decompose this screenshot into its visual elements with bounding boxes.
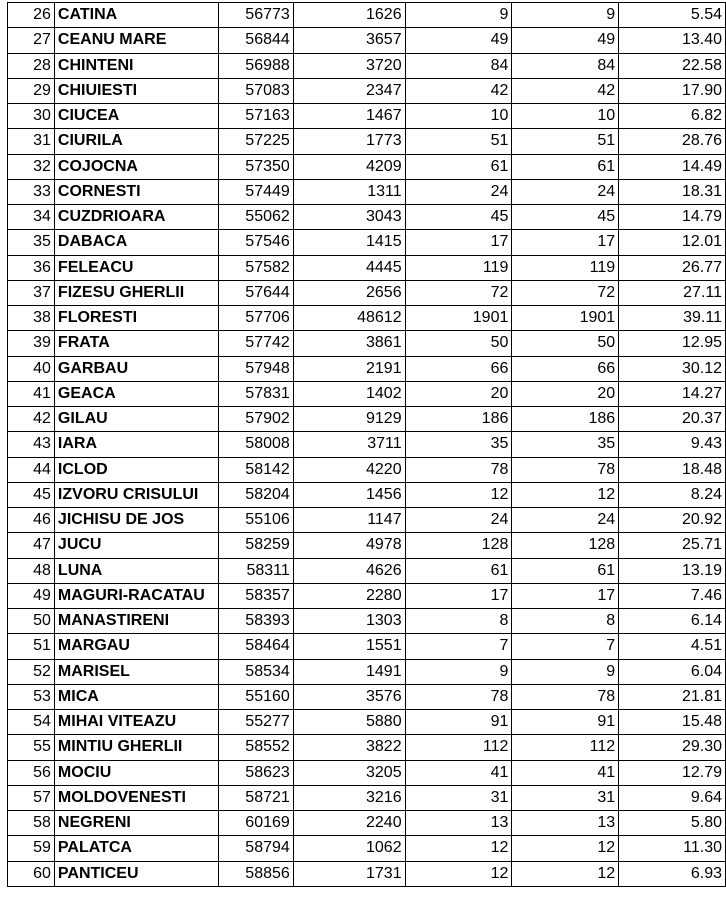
row-number-cell: 38 [8, 306, 55, 331]
cases-total-cell: 7 [512, 634, 619, 659]
population-cell: 48612 [293, 306, 405, 331]
table-row [8, 306, 726, 331]
table-row [8, 457, 726, 482]
cases-cell: 17 [405, 583, 512, 608]
locality-name-cell: FIZESU GHERLII [54, 280, 218, 305]
population-cell: 1731 [293, 861, 405, 886]
siruta-code-cell: 55062 [218, 205, 293, 230]
population-cell: 1773 [293, 129, 405, 154]
table-row [8, 482, 726, 507]
cases-total-cell: 51 [512, 129, 619, 154]
locality-name-cell: PALATCA [54, 836, 218, 861]
locality-name-cell: CUZDRIOARA [54, 205, 218, 230]
population-cell: 2280 [293, 583, 405, 608]
locality-name-cell: IARA [54, 432, 218, 457]
cases-total-cell: 78 [512, 684, 619, 709]
row-number-cell: 47 [8, 533, 55, 558]
locality-name-cell: LUNA [54, 558, 218, 583]
population-cell: 1467 [293, 104, 405, 129]
siruta-code-cell: 56773 [218, 3, 293, 28]
population-cell: 4209 [293, 154, 405, 179]
cases-cell: 9 [405, 3, 512, 28]
row-number-cell: 35 [8, 230, 55, 255]
cases-cell: 20 [405, 381, 512, 406]
cases-total-cell: 66 [512, 356, 619, 381]
cases-cell: 13 [405, 811, 512, 836]
cases-cell: 1901 [405, 306, 512, 331]
cases-total-cell: 112 [512, 735, 619, 760]
cases-cell: 78 [405, 684, 512, 709]
table-row [8, 179, 726, 204]
cases-cell: 78 [405, 457, 512, 482]
table-row [8, 558, 726, 583]
rate-cell: 6.14 [619, 609, 726, 634]
cases-cell: 17 [405, 230, 512, 255]
locality-name-cell: GILAU [54, 407, 218, 432]
population-cell: 2347 [293, 78, 405, 103]
cases-cell: 50 [405, 331, 512, 356]
cases-total-cell: 12 [512, 861, 619, 886]
rate-cell: 14.27 [619, 381, 726, 406]
population-cell: 1456 [293, 482, 405, 507]
cases-cell: 41 [405, 760, 512, 785]
cases-total-cell: 41 [512, 760, 619, 785]
siruta-code-cell: 58721 [218, 785, 293, 810]
rate-cell: 6.93 [619, 861, 726, 886]
cases-cell: 61 [405, 154, 512, 179]
cases-cell: 42 [405, 78, 512, 103]
population-cell: 3720 [293, 53, 405, 78]
locality-name-cell: DABACA [54, 230, 218, 255]
row-number-cell: 58 [8, 811, 55, 836]
rate-cell: 4.51 [619, 634, 726, 659]
siruta-code-cell: 58464 [218, 634, 293, 659]
locality-name-cell: IZVORU CRISULUI [54, 482, 218, 507]
table-row [8, 785, 726, 810]
row-number-cell: 52 [8, 659, 55, 684]
cases-cell: 186 [405, 407, 512, 432]
row-number-cell: 46 [8, 508, 55, 533]
cases-cell: 12 [405, 836, 512, 861]
cases-total-cell: 119 [512, 255, 619, 280]
population-cell: 1062 [293, 836, 405, 861]
siruta-code-cell: 56988 [218, 53, 293, 78]
table-row [8, 407, 726, 432]
row-number-cell: 54 [8, 710, 55, 735]
locality-name-cell: MARGAU [54, 634, 218, 659]
siruta-code-cell: 58393 [218, 609, 293, 634]
locality-name-cell: MINTIU GHERLII [54, 735, 218, 760]
rate-cell: 20.37 [619, 407, 726, 432]
cases-total-cell: 72 [512, 280, 619, 305]
table-row [8, 205, 726, 230]
rate-cell: 6.04 [619, 659, 726, 684]
table-row [8, 760, 726, 785]
table-row [8, 381, 726, 406]
table-row [8, 28, 726, 53]
cases-cell: 91 [405, 710, 512, 735]
rate-cell: 9.43 [619, 432, 726, 457]
cases-cell: 61 [405, 558, 512, 583]
table-row [8, 3, 726, 28]
population-cell: 3822 [293, 735, 405, 760]
row-number-cell: 27 [8, 28, 55, 53]
rate-cell: 7.46 [619, 583, 726, 608]
cases-cell: 45 [405, 205, 512, 230]
row-number-cell: 50 [8, 609, 55, 634]
population-cell: 4626 [293, 558, 405, 583]
siruta-code-cell: 58794 [218, 836, 293, 861]
siruta-code-cell: 58142 [218, 457, 293, 482]
row-number-cell: 28 [8, 53, 55, 78]
rate-cell: 18.31 [619, 179, 726, 204]
row-number-cell: 41 [8, 381, 55, 406]
population-cell: 3657 [293, 28, 405, 53]
siruta-code-cell: 58008 [218, 432, 293, 457]
siruta-code-cell: 58204 [218, 482, 293, 507]
rate-cell: 6.82 [619, 104, 726, 129]
locality-name-cell: JUCU [54, 533, 218, 558]
row-number-cell: 49 [8, 583, 55, 608]
cases-cell: 24 [405, 179, 512, 204]
cases-total-cell: 128 [512, 533, 619, 558]
locality-name-cell: MIHAI VITEAZU [54, 710, 218, 735]
cases-total-cell: 17 [512, 230, 619, 255]
population-cell: 3216 [293, 785, 405, 810]
rate-cell: 15.48 [619, 710, 726, 735]
rate-cell: 29.30 [619, 735, 726, 760]
siruta-code-cell: 60169 [218, 811, 293, 836]
population-cell: 1147 [293, 508, 405, 533]
locality-name-cell: FRATA [54, 331, 218, 356]
table-row [8, 356, 726, 381]
table-row [8, 583, 726, 608]
locality-name-cell: CEANU MARE [54, 28, 218, 53]
cases-cell: 128 [405, 533, 512, 558]
siruta-code-cell: 57163 [218, 104, 293, 129]
cases-cell: 119 [405, 255, 512, 280]
locality-name-cell: MANASTIRENI [54, 609, 218, 634]
cases-total-cell: 8 [512, 609, 619, 634]
rate-cell: 12.95 [619, 331, 726, 356]
row-number-cell: 32 [8, 154, 55, 179]
cases-total-cell: 24 [512, 179, 619, 204]
cases-cell: 10 [405, 104, 512, 129]
locality-name-cell: FELEACU [54, 255, 218, 280]
siruta-code-cell: 58856 [218, 861, 293, 886]
locality-name-cell: PANTICEU [54, 861, 218, 886]
cases-total-cell: 13 [512, 811, 619, 836]
table-body [8, 3, 726, 887]
rate-cell: 17.90 [619, 78, 726, 103]
siruta-code-cell: 57582 [218, 255, 293, 280]
locality-name-cell: MAGURI-RACATAU [54, 583, 218, 608]
rate-cell: 12.01 [619, 230, 726, 255]
cases-cell: 8 [405, 609, 512, 634]
table-row [8, 53, 726, 78]
locality-name-cell: ICLOD [54, 457, 218, 482]
population-cell: 3043 [293, 205, 405, 230]
cases-total-cell: 49 [512, 28, 619, 53]
cases-total-cell: 91 [512, 710, 619, 735]
locality-name-cell: MICA [54, 684, 218, 709]
cases-total-cell: 61 [512, 154, 619, 179]
locality-name-cell: NEGRENI [54, 811, 218, 836]
population-cell: 1415 [293, 230, 405, 255]
population-cell: 4220 [293, 457, 405, 482]
table-row [8, 533, 726, 558]
population-cell: 1551 [293, 634, 405, 659]
row-number-cell: 48 [8, 558, 55, 583]
row-number-cell: 45 [8, 482, 55, 507]
siruta-code-cell: 58311 [218, 558, 293, 583]
cases-total-cell: 35 [512, 432, 619, 457]
population-cell: 3861 [293, 331, 405, 356]
row-number-cell: 29 [8, 78, 55, 103]
rate-cell: 9.64 [619, 785, 726, 810]
siruta-code-cell: 57546 [218, 230, 293, 255]
cases-total-cell: 42 [512, 78, 619, 103]
table-row [8, 432, 726, 457]
table-row [8, 154, 726, 179]
row-number-cell: 57 [8, 785, 55, 810]
siruta-code-cell: 57225 [218, 129, 293, 154]
cases-total-cell: 31 [512, 785, 619, 810]
cases-cell: 12 [405, 482, 512, 507]
rate-cell: 28.76 [619, 129, 726, 154]
cases-total-cell: 17 [512, 583, 619, 608]
siruta-code-cell: 58623 [218, 760, 293, 785]
table-row [8, 836, 726, 861]
row-number-cell: 53 [8, 684, 55, 709]
rate-cell: 39.11 [619, 306, 726, 331]
row-number-cell: 36 [8, 255, 55, 280]
siruta-code-cell: 57083 [218, 78, 293, 103]
rate-cell: 5.80 [619, 811, 726, 836]
cases-cell: 9 [405, 659, 512, 684]
cases-total-cell: 12 [512, 836, 619, 861]
table-row [8, 609, 726, 634]
table-row [8, 861, 726, 886]
rate-cell: 8.24 [619, 482, 726, 507]
table-row [8, 104, 726, 129]
cases-cell: 12 [405, 861, 512, 886]
rate-cell: 27.11 [619, 280, 726, 305]
cases-total-cell: 78 [512, 457, 619, 482]
rate-cell: 12.79 [619, 760, 726, 785]
locality-name-cell: CHIUIESTI [54, 78, 218, 103]
table-row [8, 659, 726, 684]
cases-cell: 66 [405, 356, 512, 381]
siruta-code-cell: 58534 [218, 659, 293, 684]
siruta-code-cell: 56844 [218, 28, 293, 53]
row-number-cell: 43 [8, 432, 55, 457]
cases-total-cell: 12 [512, 482, 619, 507]
population-cell: 1311 [293, 179, 405, 204]
cases-cell: 35 [405, 432, 512, 457]
population-cell: 3576 [293, 684, 405, 709]
table-row [8, 634, 726, 659]
population-cell: 1402 [293, 381, 405, 406]
rate-cell: 30.12 [619, 356, 726, 381]
siruta-code-cell: 58552 [218, 735, 293, 760]
row-number-cell: 33 [8, 179, 55, 204]
locality-name-cell: JICHISU DE JOS [54, 508, 218, 533]
rate-cell: 13.40 [619, 28, 726, 53]
population-cell: 3205 [293, 760, 405, 785]
locality-name-cell: MARISEL [54, 659, 218, 684]
locality-name-cell: FLORESTI [54, 306, 218, 331]
row-number-cell: 31 [8, 129, 55, 154]
rate-cell: 14.79 [619, 205, 726, 230]
population-cell: 2191 [293, 356, 405, 381]
rate-cell: 14.49 [619, 154, 726, 179]
rate-cell: 5.54 [619, 3, 726, 28]
row-number-cell: 37 [8, 280, 55, 305]
table-row [8, 230, 726, 255]
cases-cell: 72 [405, 280, 512, 305]
row-number-cell: 40 [8, 356, 55, 381]
table-row [8, 255, 726, 280]
table-row [8, 508, 726, 533]
siruta-code-cell: 58357 [218, 583, 293, 608]
cases-total-cell: 10 [512, 104, 619, 129]
siruta-code-cell: 57948 [218, 356, 293, 381]
locality-name-cell: COJOCNA [54, 154, 218, 179]
cases-total-cell: 9 [512, 659, 619, 684]
cases-total-cell: 9 [512, 3, 619, 28]
cases-cell: 51 [405, 129, 512, 154]
siruta-code-cell: 55160 [218, 684, 293, 709]
locality-name-cell: MOCIU [54, 760, 218, 785]
siruta-code-cell: 58259 [218, 533, 293, 558]
siruta-code-cell: 55106 [218, 508, 293, 533]
locality-name-cell: CORNESTI [54, 179, 218, 204]
siruta-code-cell: 57742 [218, 331, 293, 356]
row-number-cell: 60 [8, 861, 55, 886]
siruta-code-cell: 55277 [218, 710, 293, 735]
table-row [8, 735, 726, 760]
siruta-code-cell: 57644 [218, 280, 293, 305]
population-cell: 3711 [293, 432, 405, 457]
rate-cell: 18.48 [619, 457, 726, 482]
rate-cell: 21.81 [619, 684, 726, 709]
rate-cell: 25.71 [619, 533, 726, 558]
locality-name-cell: CHINTENI [54, 53, 218, 78]
cases-total-cell: 186 [512, 407, 619, 432]
row-number-cell: 34 [8, 205, 55, 230]
siruta-code-cell: 57449 [218, 179, 293, 204]
locality-name-cell: MOLDOVENESTI [54, 785, 218, 810]
table-row [8, 280, 726, 305]
locality-name-cell: GEACA [54, 381, 218, 406]
siruta-code-cell: 57706 [218, 306, 293, 331]
locality-name-cell: CATINA [54, 3, 218, 28]
rate-cell: 20.92 [619, 508, 726, 533]
rate-cell: 13.19 [619, 558, 726, 583]
row-number-cell: 26 [8, 3, 55, 28]
row-number-cell: 55 [8, 735, 55, 760]
population-cell: 4978 [293, 533, 405, 558]
cases-cell: 112 [405, 735, 512, 760]
cases-cell: 84 [405, 53, 512, 78]
cases-total-cell: 61 [512, 558, 619, 583]
cases-cell: 7 [405, 634, 512, 659]
table-row [8, 710, 726, 735]
population-cell: 1303 [293, 609, 405, 634]
siruta-code-cell: 57350 [218, 154, 293, 179]
population-cell: 9129 [293, 407, 405, 432]
siruta-code-cell: 57831 [218, 381, 293, 406]
row-number-cell: 42 [8, 407, 55, 432]
table-row [8, 331, 726, 356]
table-row [8, 684, 726, 709]
population-cell: 4445 [293, 255, 405, 280]
cases-cell: 24 [405, 508, 512, 533]
cases-total-cell: 50 [512, 331, 619, 356]
population-cell: 1626 [293, 3, 405, 28]
cases-cell: 49 [405, 28, 512, 53]
population-cell: 2656 [293, 280, 405, 305]
row-number-cell: 59 [8, 836, 55, 861]
cases-total-cell: 1901 [512, 306, 619, 331]
siruta-code-cell: 57902 [218, 407, 293, 432]
row-number-cell: 30 [8, 104, 55, 129]
cases-cell: 31 [405, 785, 512, 810]
row-number-cell: 51 [8, 634, 55, 659]
population-cell: 5880 [293, 710, 405, 735]
cases-total-cell: 45 [512, 205, 619, 230]
row-number-cell: 56 [8, 760, 55, 785]
data-table [7, 2, 726, 887]
locality-name-cell: GARBAU [54, 356, 218, 381]
rate-cell: 22.58 [619, 53, 726, 78]
table-row [8, 78, 726, 103]
population-cell: 1491 [293, 659, 405, 684]
rate-cell: 11.30 [619, 836, 726, 861]
cases-total-cell: 84 [512, 53, 619, 78]
locality-name-cell: CIURILA [54, 129, 218, 154]
cases-total-cell: 24 [512, 508, 619, 533]
cases-total-cell: 20 [512, 381, 619, 406]
row-number-cell: 39 [8, 331, 55, 356]
locality-name-cell: CIUCEA [54, 104, 218, 129]
row-number-cell: 44 [8, 457, 55, 482]
table-row [8, 129, 726, 154]
rate-cell: 26.77 [619, 255, 726, 280]
population-cell: 2240 [293, 811, 405, 836]
table-row [8, 811, 726, 836]
